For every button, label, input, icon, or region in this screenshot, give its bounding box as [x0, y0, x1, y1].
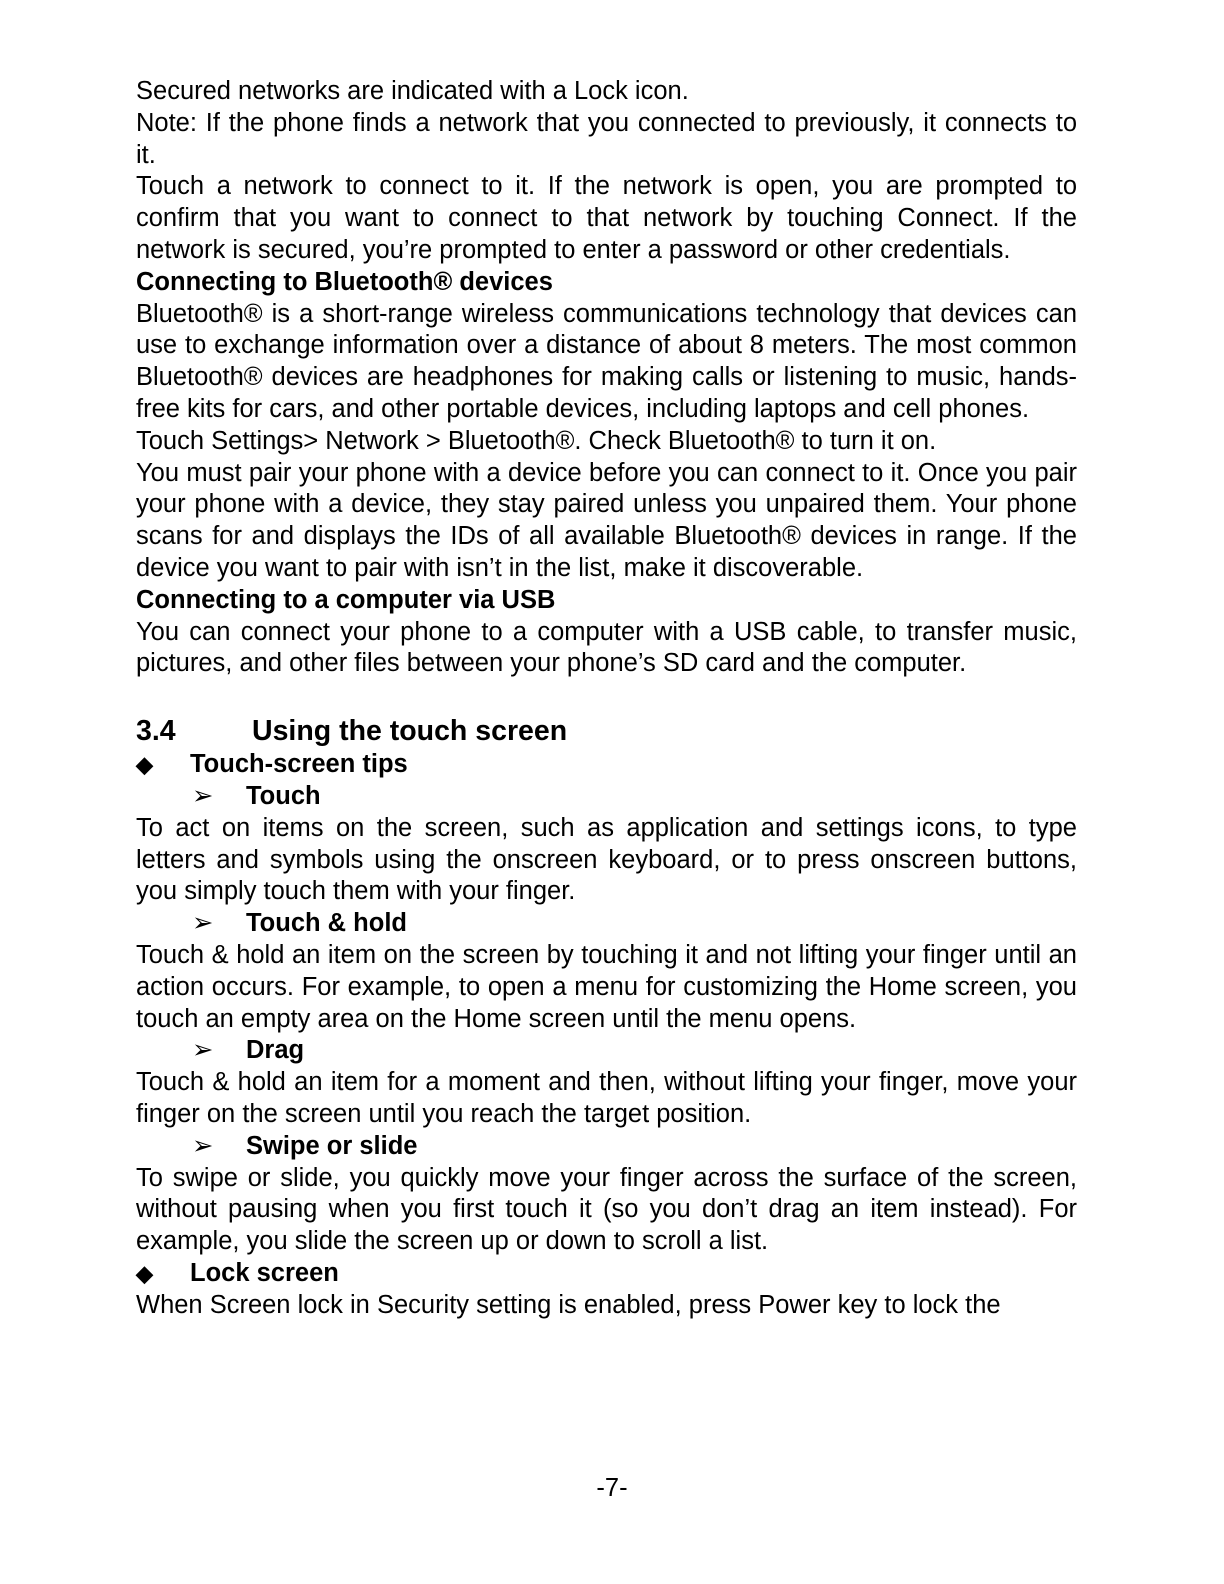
paragraph-touch: To act on items on the screen, such as application and settings icons, to type letters and symbols using the onscreen keyboard, or to press onscreen buttons, you simply touch them with your finger.: [136, 813, 1077, 906]
subheading-label: Drag: [246, 1036, 305, 1065]
arrow-bullet-icon: ➢: [192, 909, 214, 938]
bullet-label: Lock screen: [190, 1258, 339, 1287]
section-heading-touch-screen: [136, 713, 1077, 749]
diamond-bullet-icon: ◆: [136, 1260, 153, 1286]
subheading-swipe: [136, 1131, 1077, 1163]
paragraph-touch-hold: Touch & hold an item on the screen by touching it and not lifting your finger until an action occurs. For example, to open a menu for customizing the Home screen, you touch an empty area on the Home screen until the menu opens.: [136, 940, 1077, 1033]
page-number: -7-: [596, 1474, 628, 1502]
section-title: Using the touch screen: [252, 715, 568, 748]
subheading-label: Swipe or slide: [246, 1131, 418, 1160]
paragraph-bluetooth-settings: Touch Settings> Network > Bluetooth®. Check Bluetooth® to turn it on.: [136, 426, 937, 455]
paragraph-bluetooth-pair: You must pair your phone with a device before you can connect to it. Once you pair your phone with a device, they stay paired unless you unpaired them. Your phone scans for and displays the IDs of all available Bluetooth® devices in range. If the device you want to pair with isn’t in the list, make it discoverable.: [136, 458, 1077, 582]
arrow-bullet-icon: ➢: [192, 1036, 214, 1065]
document-page: [136, 76, 1077, 1321]
paragraph-secured-networks: Secured networks are indicated with a Lock icon.: [136, 77, 689, 105]
paragraph-lock-screen: When Screen lock in Security setting is enabled, press Power key to lock the: [136, 1290, 1001, 1319]
paragraph-bluetooth-intro: Bluetooth® is a short-range wireless communications technology that devices can use to exchange information over a distance of about 8 meters. The most common Bluetooth® devices are headphones for making calls or listening to music, hands-free kits for cars, and other portable devices, including laptops and cell phones.: [136, 299, 1077, 423]
bullet-lock-screen: [136, 1258, 1077, 1290]
paragraph-note: Note: If the phone finds a network that you connected to previously, it connects to it.: [136, 108, 1077, 169]
diamond-bullet-icon: ◆: [136, 752, 153, 778]
subheading-label: Touch & hold: [246, 909, 407, 938]
bullet-touch-screen-tips: [136, 749, 1077, 781]
paragraph-drag: Touch & hold an item for a moment and then, without lifting your finger, move your finger on the screen until you reach the target position.: [136, 1068, 1077, 1128]
subheading-drag: [136, 1035, 1077, 1067]
arrow-bullet-icon: ➢: [192, 1131, 214, 1160]
subheading-touch-hold: [136, 908, 1077, 940]
heading-bluetooth: Connecting to Bluetooth® devices: [136, 267, 553, 296]
subheading-label: Touch: [246, 781, 321, 810]
paragraph-usb: You can connect your phone to a computer with a USB cable, to transfer music, pictures, and other files between your phone’s SD card and the computer.: [136, 617, 1077, 678]
paragraph-swipe: To swipe or slide, you quickly move your finger across the surface of the screen, without pausing when you first touch it (so you don’t drag an item instead). For example, you slide the screen up or down to scroll a list.: [136, 1163, 1077, 1256]
bullet-label: Touch-screen tips: [190, 750, 408, 779]
subheading-touch: [136, 781, 1077, 813]
section-number: 3.4: [136, 715, 176, 748]
heading-usb: Connecting to a computer via USB: [136, 585, 556, 614]
paragraph-touch-network: Touch a network to connect to it. If the network is open, you are prompted to confirm that you want to connect to that network by touching Connect. If the network is secured, you’re prompted to enter a password or other credentials.: [136, 172, 1077, 264]
arrow-bullet-icon: ➢: [192, 781, 214, 810]
